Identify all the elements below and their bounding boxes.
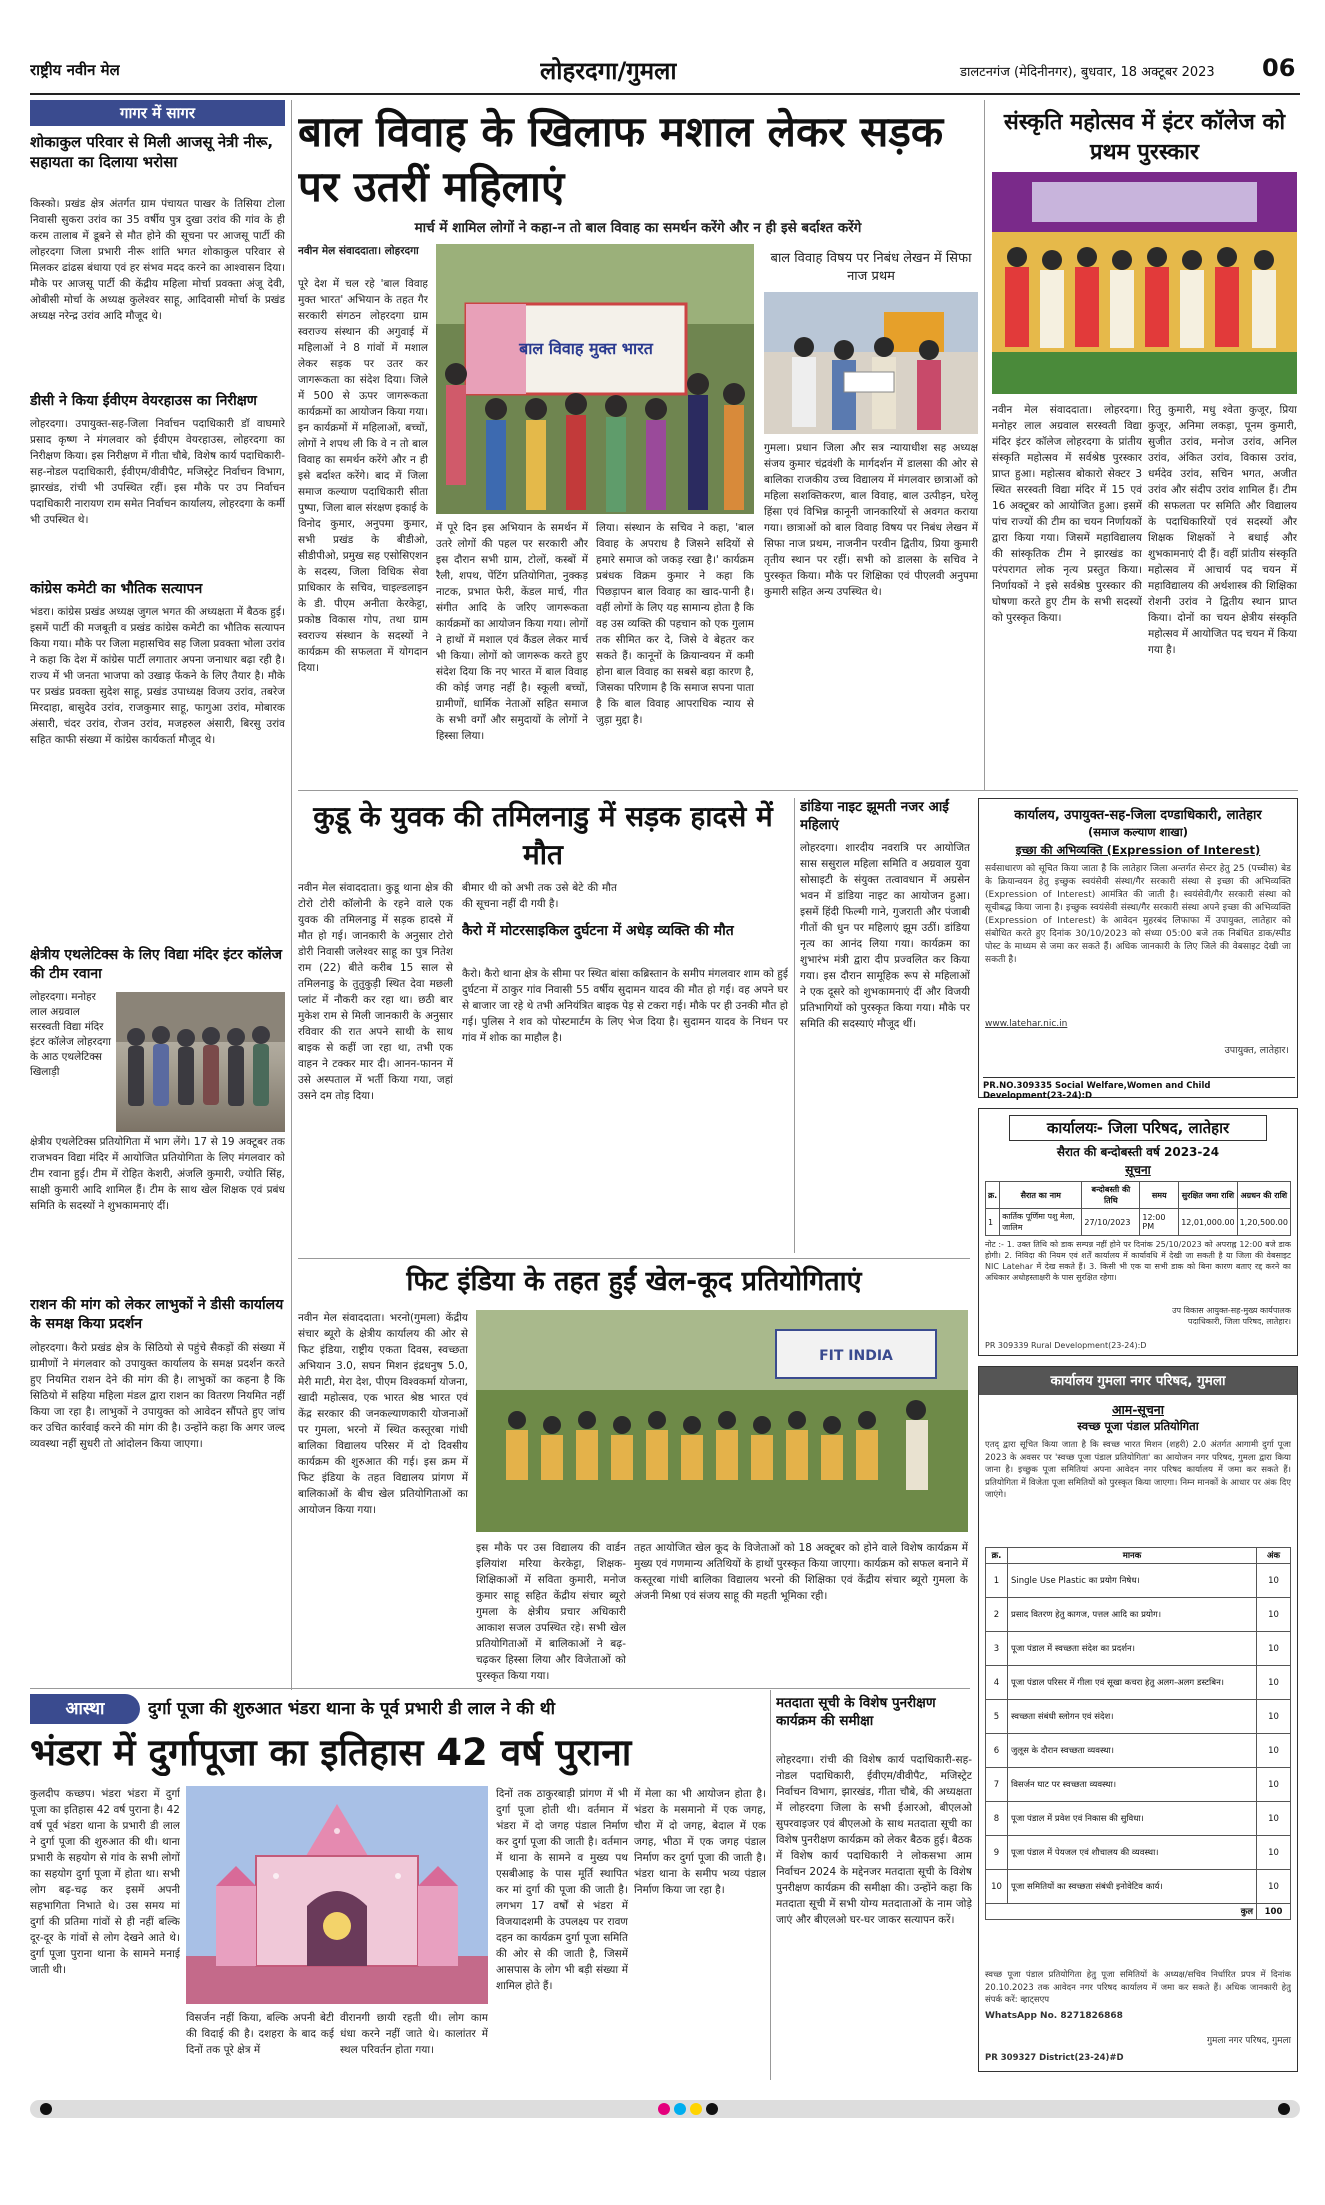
ad-signature: उप विकास आयुक्त-सह-मुख्य कार्यपालक पदाधिकारी, जिला परिषद, लातेहार। — [1172, 1306, 1291, 1326]
ad-pr-number: PR 309327 District(23-24)#D — [985, 2053, 1124, 2063]
table-cell: 7 — [986, 1768, 1008, 1802]
story-headline: डीसी ने किया ईवीएम वेयरहाउस का निरीक्षण — [30, 393, 257, 409]
story-body: किस्को। प्रखंड क्षेत्र अंतर्गत ग्राम पंचायत पाखर के तिसिया टोला निवासी सुकरा उरांव का 35 वर्षीय पुत्र दुखा उरांव की गांव के ही करम तालाब में डूबने से मौत होने की सूचना पर आजसू पार्टी की लोहरदगा जिला प्रभारी नीरू शांति भगत शोकाकुल परिवार से मिलकर ढांढस बंधाया एवं हर संभव मदद करने का आश्वासन दिया। मौके पर आजसू पार्टी की केंद्रीय महिला मोर्चा प्रवक्ता अंजू देवी, ओबीसी मोर्चा के अध्यक्ष कुलेश्वर साहू, आदिवासी मोर्चा के प्रखंड अध्यक्ष नरेन्द्र उरांव आदि मौजूद थे। — [30, 198, 285, 322]
table-cell: पूजा समितियों का स्वच्छता संबंधी इनोवेटिव कार्य। — [1008, 1870, 1257, 1904]
ad-signature: उपायुक्त, लातेहार। — [1224, 1045, 1289, 1056]
table-cell: पूजा पंडाल में पेयजल एवं शौचालय की व्यवस्था। — [1008, 1836, 1257, 1870]
table-cell: 5 — [986, 1700, 1008, 1734]
table-cell: Single Use Plastic का प्रयोग निषेध। — [1008, 1564, 1257, 1598]
astha-headline: भंडरा में दुर्गापूजा का इतिहास 42 वर्ष पुराना — [30, 1731, 632, 1774]
table-row — [986, 1564, 1291, 1598]
table-cell: 10 — [1257, 1870, 1291, 1904]
lead-byline: नवीन मेल संवाददाता। लोहरदगा — [298, 245, 419, 257]
astha-body-col4: दिनों तक ठाकुरबाड़ी प्रांगण में भी दुर्गा पूजा होती थी। वर्तमान में भंडरा में दो जगह पंडाल निर्माण कर दुर्गा पूजा की जाती है। वर्तमान में थाना के सामने व मुख्य पथ एसबीआइ के पास मूर्ति स्थापित कर मां दुर्गा की पूजा की जाती है। लगभग 17 वर्षों से भंडरा में विजयादशमी के उपलक्ष्य पर रावण दहन का कार्यक्रम दुर्गा पूजा समिति की ओर से की जाती है, जिसमें आसपास के लोग भी बड़ी संख्या में शामिल होते हैं। — [496, 1788, 628, 1992]
ad-pr-number: PR.NO.309335 Social Welfare,Women and Child Development(23-24):D — [983, 1077, 1295, 1101]
left-column — [30, 100, 285, 1690]
table-header: अंक — [1257, 1548, 1291, 1564]
ad-title: इच्छा की अभिव्यक्ति (Expression of Interest) — [1015, 843, 1261, 857]
fit-headline: फिट इंडिया के तहत हुईं खेल-कूद प्रतियोगिताएं — [406, 1266, 862, 1297]
rally-banner-text: बाल विवाह मुक्त भारत — [519, 339, 653, 358]
story-body: भंडरा। कांग्रेस प्रखंड अध्यक्ष जुगल भगत की अध्यक्षता में बैठक हुई। इसमें पार्टी की मजबूती व प्रखंड कांग्रेस कमेटी का भौतिक सत्यापन किया गया। मौके पर जिला महासचिव सह जिला प्रवक्ता भोला उरांव ने कहा कि देश में कांग्रेस पार्टी लगातार अपना जनाधार बढ़ा रही है। राज्य में भी जनता भाजपा को उखाड़ फेंकने के लिए तैयार है। मौके पर प्रखंड प्रवक्ता सुदेश साहू, प्रखंड उपाध्यक्ष विजय उरांव, तबरेज मिरदाहा, बासुदेव उरांव, राजकुमार साहू, फागुआ उरांव, मोबारक अंसारी, चंदर उरांव, रोजन उरांव, मजहरुल अंसारी, बिरसु उरांव सहित काफी संख्या में कांग्रेस कार्यकर्ता मौजूद थे। — [30, 606, 285, 746]
table-cell: 12,01,000.00 — [1179, 1209, 1237, 1236]
ad-whatsapp[interactable]: WhatsApp No. 8271826868 — [985, 2011, 1123, 2021]
table-row — [986, 1632, 1291, 1666]
table-cell: 10 — [1257, 1768, 1291, 1802]
table-header: सैरात का नाम — [1000, 1182, 1082, 1209]
dandiya-headline: डांडिया नाइट झूमती नजर आईं महिलाएं — [800, 799, 949, 833]
kudu-sub-body: कैरो। कैरो थाना क्षेत्र के सीमा पर स्थित बांसा कब्रिस्तान के समीप मंगलवार शाम को हुई दुर्घटना में ठाकुर गांव निवासी 55 वर्षीय सुदामन यादव की मौत हो गई। वह अपने घर से बाजार जा रहे थे तभी अनियंत्रित बाइक पेड़ से टकरा गई। मौके पर ही उनकी मौत हो गई। पुलिस ने शव को पोस्टमार्टम के लिए भेज दिया है। सुदामन यादव के निधन पर गांव में शोक का माहौल है। — [462, 968, 788, 1044]
ad-office: कार्यालय, उपायुक्त-सह-जिला दण्डाधिकारी, लातेहार — [1014, 808, 1262, 823]
table-cell: 100 — [1257, 1904, 1291, 1920]
table-cell: 10 — [1257, 1598, 1291, 1632]
section-title: लोहरदगा/गुमला — [540, 57, 677, 85]
story-headline: राशन की मांग को लेकर लाभुकों ने डीसी कार्यालय के समक्ष किया प्रदर्शन — [30, 1297, 284, 1332]
table-cell: 4 — [986, 1666, 1008, 1700]
fit-body-col1: नवीन मेल संवाददाता। भरनो(गुमला) केंद्रीय संचार ब्यूरो के क्षेत्रीय कार्यालय की ओर से फिट इंडिया, राष्ट्रीय एकता दिवस, स्वच्छता अभियान 3.0, सघन मिशन इंद्रधनुष 5.0, मेरी माटी, मेरा देश, पीएम विश्वकर्मा योजना, खादी महोत्सव, एक भारत श्रेष्ठ भारत एवं केंद्र सरकार की जनकल्याणकारी योजनाओं पर गुमला, भरनो में स्थित कस्तूरबा गांधी बालिका विद्यालय परिसर में दो दिवसीय कार्यक्रम की शुरुआत की गई। इस क्रम में फिट इंडिया के तहत विद्यालय प्रांगण में बालिकाओं के बीच खेल प्रतियोगिताओं का आयोजन किया गया। — [298, 1312, 468, 1516]
ad-gumla-nagar-parishad — [978, 1366, 1298, 2072]
culture-body-col1: नवीन मेल संवाददाता। लोहरदगा। मनोहर लाल अग्रवाल सरस्वती विद्या मंदिर इंटर कॉलेज लोहरदगा के प्रांतीय संस्कृति महोत्सव में सर्वश्रेष्ठ पुरस्कार प्राप्त हुआ। महोत्सव बोकारो सेक्टर 3 स्थित सरस्वती विद्या मंदिर में 15 एवं 16 अक्टूबर को आयोजित हुआ। इसमें पांच राज्यों की टीम का चयन निर्णायकों द्वारा किया गया। जिसमें महाविद्यालय की सांस्कृतिक टीम ने झारखंड का परंपरागत लोक नृत्य प्रस्तुत किया। निर्णायकों ने इसे सर्वश्रेष्ठ पुरस्कार की घोषणा करते हुए टीम के सभी सदस्यों को पुरस्कृत किया। — [992, 404, 1142, 624]
ad-expression-of-interest — [978, 798, 1298, 1101]
criteria-table — [985, 1547, 1291, 1920]
table-cell: विसर्जन घाट पर स्वच्छता व्यवस्था। — [1008, 1768, 1257, 1802]
culture-body-col2: रितु कुमारी, मधु श्वेता कुजूर, प्रिया कुजूर, अनिमा लकड़ा, पूनम कुमारी, सुजीत उरांव, मनोज उरांव, अनिल उरांव, अंकित उरांव, विकास उरांव, धर्मदेव उरांव, सचिन भगत, अजीत उरांव और संदीप उरांव शामिल हैं। टीम की सफलता पर समिति और विद्यालय के पदाधिकारियों एवं सदस्यों और शिक्षक शिक्षकों ने बधाई और शुभकामनाएं दी हैं। वहीं प्रांतीय संस्कृति महोत्सव में आचार्य पद चयन में महाविद्यालय की अर्थशास्त्र की शिक्षिका रोशनी उरांव ने द्वितीय स्थान प्राप्त किया। दोनों का चयन क्षेत्रीय संस्कृति महोत्सव में आयोजित पद चयन में किया गया है। — [1148, 404, 1297, 656]
story-headline: क्षेत्रीय एथलेटिक्स के लिए विद्या मंदिर इंटर कॉलेज की टीम रवाना — [30, 947, 283, 982]
kudu-body-col1: नवीन मेल संवाददाता। कुडू थाना क्षेत्र की टोरो टोरी कॉलोनी के रहने वाले एक युवक की तमिलनाडु में सड़क हादसे में मौत हो गई। जानकारी के अनुसार टोरो डोरी निवासी जलेश्वर साहू का पुत्र नितेश राम (22) बीते करीब 15 साल से तमिलनाडु के तुतुकुड़ी स्थित देवा मछली प्लांट में नौकरी कर रहा था। छठी बार मुकेश राम से मिली जानकारी के अनुसार रविवार की रात अपने साथी के साथ बाइक से कहीं जा रहा था, तभी एक वाहन ने टक्कर मार दी। आनन-फानन में उसे अस्पताल में भर्ती किया गया, जहां उसने दम तोड़ दिया। — [298, 882, 453, 1102]
table-header: क्र. — [986, 1548, 1008, 1564]
ad-zila-parishad — [978, 1108, 1298, 1356]
table-cell: 12:00 PM — [1140, 1209, 1179, 1236]
table-header-row — [986, 1182, 1291, 1209]
ad-website-link[interactable]: www.latehar.nic.in — [985, 1019, 1068, 1029]
table-cell: 6 — [986, 1734, 1008, 1768]
table-row — [986, 1870, 1291, 1904]
table-header: मानक — [1008, 1548, 1257, 1564]
ad-office: कार्यालयः- जिला परिषद, लातेहार — [1009, 1115, 1267, 1141]
story-body: लोहरदगा। उपायुक्त-सह-जिला निर्वाचन पदाधिकारी डॉ वाघमारे प्रसाद कृष्ण ने मंगलवार को ईवीएम वेयरहाउस, लोहरदगा का निरीक्षण किया। इस निरीक्षण में गीता चौबे, विशेष कार्य पदाधिकारी-सह-नोडल पदाधिकारी, ईवीएम/वीवीपैट, मजिस्ट्रेट निर्वाचन विभाग, झारखंड, रांची भी उपस्थित रहीं। इस मौके पर उप निर्वाचन पदाधिकारी नारायण राम समेत निर्वाचन कार्यालय, लोहरदगा के कर्मी भी उपस्थित थे। — [30, 418, 285, 526]
voter-body: लोहरदगा। रांची की विशेष कार्य पदाधिकारी-सह-नोडल पदाधिकारी, ईवीएम/वीवीपैट, मजिस्ट्रेट निर्वाचन विभाग, झारखंड, गीता चौबे, की अध्यक्षता में लोहरदगा जिला के सभी ईआरओ, बीएलओ सुपरवाइजर एवं बीएलओ के साथ मतदाता सूची का विशेष पुनरीक्षण कार्यक्रम को लेकर बैठक हुई। बैठक में विशेष कार्य पदाधिकारी ने लोकसभा आम निर्वाचन 2024 के मद्देनजर मतदाता सूची के विशेष पुनरीक्षण कार्यक्रम की समीक्षा की। उन्होंने कहा कि मतदाता सूची में सभी योग्य मतदाताओं के नाम जोड़े जाएं और बीएलओ घर-घर जाकर सत्यापन करें। — [776, 1754, 972, 1926]
table-header: अग्रधन की राशि — [1237, 1182, 1290, 1209]
table-cell: 10 — [1257, 1734, 1291, 1768]
lead-headline: बाल विवाह के खिलाफ मशाल लेकर सड़क पर उतरीं महिलाएं — [298, 107, 944, 211]
culture-photo — [992, 172, 1297, 394]
fit-india-photo — [476, 1310, 968, 1532]
table-header-row — [986, 1548, 1291, 1564]
table-cell: 27/10/2023 — [1082, 1209, 1140, 1236]
table-cell: जुलूस के दौरान स्वच्छता व्यवस्था। — [1008, 1734, 1257, 1768]
table-row — [986, 1666, 1291, 1700]
table-cell: प्रसाद वितरण हेतु कागज, पत्तल आदि का प्रयोग। — [1008, 1598, 1257, 1632]
table-header: सुरक्षित जमा राशि — [1179, 1182, 1237, 1209]
astha-subheadline: दुर्गा पूजा की शुरुआत भंडरा थाना के पूर्व प्रभारी डी लाल ने की थी — [148, 1699, 556, 1719]
dateline: डालटनगंज (मेदिनीनगर), बुधवार, 18 अक्टूबर 2023 — [960, 65, 1215, 80]
ad-subtitle: सूचना — [1125, 1163, 1151, 1177]
voter-headline: मतदाता सूची के विशेष पुनरीक्षण कार्यक्रम की समीक्षा — [776, 1695, 936, 1729]
table-cell: 10 — [1257, 1700, 1291, 1734]
astha-body-col3: वीरानगी छायी रहती थी। लोग काम धंधा करने नहीं जाते थे। कालांतर में स्थल परिवर्तन होता गया। — [340, 2012, 488, 2056]
table-row — [986, 1209, 1291, 1236]
table-cell: 10 — [1257, 1802, 1291, 1836]
ad-intro: एतद् द्वारा सूचित किया जाता है कि स्वच्छ भारत मिशन (शहरी) 2.0 अंतर्गत आगामी दुर्गा पूजा 2023 के अवसर पर 'स्वच्छ पूजा पंडाल प्रतियोगिता' का आयोजन नगर परिषद, गुमला द्वारा किया जाना है। इच्छुक पूजा समितियां अपना आवेदन नगर परिषद कार्यालय में जमा कर सकते हैं। प्रतियोगिता में विजेता पूजा समितियों को पुरस्कृत किया जाएगा। निम्न मानकों के आधार पर अंक दिए जाएंगे। — [985, 1440, 1291, 1500]
settlement-table — [985, 1181, 1291, 1236]
table-cell: 10 — [986, 1870, 1008, 1904]
ad-subtitle: स्वच्छ पूजा पंडाल प्रतियोगिता — [1077, 1419, 1199, 1433]
ad-signature: गुमला नगर परिषद, गुमला — [1206, 2036, 1291, 2046]
table-row — [986, 1598, 1291, 1632]
ad-dept: (समाज कल्याण शाखा) — [1088, 825, 1188, 839]
table-cell: पूजा पंडाल में स्वच्छता संदेश का प्रदर्शन। — [1008, 1632, 1257, 1666]
color-registration-marks — [30, 2100, 1300, 2118]
table-header: क्र. — [986, 1182, 1000, 1209]
table-cell: पूजा पंडाल में प्रवेश एवं निकास की सुविधा। — [1008, 1802, 1257, 1836]
lead-kicker: मार्च में शामिल लोगों ने कहा-न तो बाल विवाह का समर्थन करेंगे और न ही इसे बर्दाश्त करेंगे — [414, 220, 862, 236]
fit-body-col2: इस मौके पर उस विद्यालय की वार्डन इलियांश मरिया केरकेट्टा, शिक्षक-शिक्षिकाओं में सविता कुमारी, मनोज कुमार साहू सहित केंद्रीय संचार ब्यूरो गुमला के क्षेत्रीय प्रचार अधिकारी आकाश सजल उपस्थित रहे। सभी खेल प्रतियोगिताओं में बालिकाओं ने बढ़-चढ़कर हिस्सा लिया और विजेताओं को पुरस्कृत किया गया। — [476, 1542, 626, 1682]
table-cell: कार्तिक पूर्णिमा पशु मेला, जालिम — [1000, 1209, 1082, 1236]
table-cell: 8 — [986, 1802, 1008, 1836]
ad-outro: स्वच्छ पूजा पंडाल प्रतियोगिता हेतु पूजा समितियों के अध्यक्ष/सचिव निर्धारित प्रपत्र में दिनांक 20.10.2023 तक आवेदन नगर परिषद कार्यालय में जमा कर सकते हैं। अधिक जानकारी हेतु संपर्क करें: व्हाट्सएप — [985, 1970, 1291, 2005]
lead-rally-photo — [436, 244, 754, 514]
dandiya-body: लोहरदगा। शारदीय नवरात्रि पर आयोजित सास ससुराल महिला समिति व अग्रवाल युवा सोसाइटी के संयुक्त तत्वावधान में अग्रसेन भवन में डांडिया नाइट का आयोजन हुआ। इसमें हिंदी फिल्मी गाने, गुजराती और पंजाबी गीतों की धुन पर महिलाएं झूम उठीं। डांडिया नृत्य का आनंद लिया गया। कार्यक्रम का शुभारंभ मंत्री द्वारा दीप प्रज्वलित कर किया गया। इस दौरान सामूहिक रूप से महिलाओं ने एक दूसरे को शुभकामनाएं दीं और विजयी प्रतिभागियों को पुरस्कृत किया गया। मौके पर समिति की सदस्याएं मौजूद थीं। — [800, 842, 970, 1030]
masthead — [30, 52, 1300, 92]
table-header: बन्दोबस्ती की तिथि — [1082, 1182, 1140, 1209]
kudu-headline: कुडू के युवक की तमिलनाडु में सड़क हादसे में मौत — [313, 800, 773, 871]
astha-body-col2: विसर्जन नहीं किया, बल्कि अपनी बेटी की विदाई की है। दशहरा के बाद कई दिनों तक पूरे क्षेत्र में — [186, 2012, 334, 2056]
fit-body-col3: तहत आयोजित खेल कूद के विजेताओं को 18 अक्टूबर को होने वाले विशेष कार्यक्रम में मुख्य एवं गणमान्य अतिथियों के हाथों पुरस्कृत किया जाएगा। कार्यक्रम को सफल बनाने में कस्तूरबा गांधी बालिका विद्यालय भरनो की शिक्षिका एवं केंद्रीय संचार ब्यूरो गुमला के अंजनी मिश्रा एवं संजय साहू की महती भूमिका रही। — [634, 1542, 968, 1602]
page-number: 06 — [1262, 54, 1296, 82]
lead-body-col2: में पूरे दिन इस अभियान के समर्थन में उतरे लोगों की पहल पर सरकारी और इस दौरान सभी ग्राम, टोलों, कस्बों में रैली, शपथ, पेंटिंग प्रतियोगिता, नुक्कड़ नाटक, प्रभात फेरी, केंडल मार्च, गीत संगीत आदि के जरिए जागरूकता कार्यक्रमों का आयोजन किया गया। लोगों ने हाथों में मशाल एवं कैंडल लेकर मार्च भी किया। लोगों को जागरूक करते हुए संदेश दिया कि नए भारत में बाल विवाह की कोई जगह नहीं है। स्कूली बच्चों, ग्रामीणों, धार्मिक नेताओं सहित समाज के सभी वर्गों और समुदायों के लोगों ने हिस्सा लिया। — [436, 522, 588, 742]
table-cell: 2 — [986, 1598, 1008, 1632]
table-cell: 1 — [986, 1564, 1008, 1598]
astha-body-col5: में मेला का भी आयोजन होता है। भंडरा के मसमानो में एक जगह, चौरा में दो जगह, बेदाल में एक जगह, भीठा में एक जगह पंडाल निर्माण कर दुर्गा पूजा की जाती है। भंडरा थाना के समीप भव्य पंडाल निर्माण किया जा रहा है। — [634, 1788, 766, 1896]
astha-label: आस्था — [30, 1694, 140, 1724]
table-total-row — [986, 1904, 1291, 1920]
inset-title: बाल विवाह विषय पर निबंध लेखन में सिफा नाज प्रथम — [770, 251, 972, 284]
story-headline: शोकाकुल परिवार से मिली आजसू नेत्री नीरू, सहायता का दिलाया भरोसा — [30, 133, 274, 171]
inset-photo — [764, 292, 978, 434]
ad-office: कार्यालय गुमला नगर परिषद, गुमला — [979, 1367, 1297, 1395]
table-cell: 1 — [986, 1209, 1000, 1236]
story-headline: कांग्रेस कमेटी का भौतिक सत्यापन — [30, 581, 203, 597]
ad-title: आम-सूचना — [1111, 1402, 1164, 1417]
table-cell: पूजा पंडाल परिसर में गीला एवं सूखा कचरा हेतु अलग-अलग डस्टबिन। — [1008, 1666, 1257, 1700]
table-cell: 10 — [1257, 1632, 1291, 1666]
ad-body: सर्वसाधारण को सूचित किया जाता है कि लातेहार जिला अन्तर्गत सेन्टर हेतु 25 (पच्चीस) बेड के क्रियान्वयन हेतु इच्छुक स्वयंसेवी संस्था/गैर सरकारी संस्था से इच्छा की अभिव्यक्ति (Expression of Interest) आमंत्रित की जाती है। स्वयंसेवी/गैर सरकारी संस्था को सूचीबद्ध किया जाना है। इच्छुक स्वयंसेवी संस्था/गैर सरकारी संस्था अपने इच्छा की अभिव्यक्ति (Expression of Interest) के आवेदन मुहरबंद लिफाफा में उपायुक्त, लातेहार को संबोधित करते हुए दिनांक 30/10/2023 को संध्या 05:00 बजे तक निबंधित डाक/स्पीड पोस्ट के माध्यम से जमा कर सकते हैं। अधिक जानकारी के लिए जिले की वेबसाइट देखी जा सकती है। — [985, 864, 1291, 965]
table-row — [986, 1700, 1291, 1734]
table-row — [986, 1802, 1291, 1836]
lead-body-col3: लिया। संस्थान के सचिव ने कहा, 'बाल विवाह के अपराध है जिसने सदियों से हमारे समाज को जकड़ रखा है।' कार्यक्रम प्रबंधक विक्रम कुमार ने कहा कि पिछड़ापन बाल विवाह का खाद-पानी है। वहीं लोगों के लिए यह सामान्य होता है कि वह उस व्यक्ति की पहचान को एक गुलाम तक सीमित कर दे, जिसे वे बेहतर कर सकते हैं। कानूनों के क्रियान्वयन में कमी होना बाल विवाह का सबसे बड़ा कारण है, जिसका परिणाम है कि समाज सपना पाता है कि बाल विवाह आपराधिक न्याय से जुड़ा मुद्दा है। — [596, 522, 754, 726]
ad-title: सैरात की बन्दोबस्ती वर्ष 2023-24 — [1056, 1145, 1220, 1159]
story-body: क्षेत्रीय एथलेटिक्स प्रतियोगिता में भाग लेंगे। 17 से 19 अक्टूबर तक राजभवन विद्या मंदिर में आयोजित प्रतियोगिता के लिए मंगलवार को टीम रवाना हुई। टीम में रोहित केशरी, अंजलि कुमारी, ज्योति सिंह, साक्षी कुमारी आदि शामिल हैं। टीम के साथ खेल शिक्षक एवं प्रबंध समिति के सदस्यों ने शुभकामनाएं दीं। — [30, 1136, 285, 1212]
table-cell: स्वच्छता संबंधी स्लोगन एवं संदेश। — [1008, 1700, 1257, 1734]
section-banner: गागर में सागर — [30, 100, 285, 126]
table-row — [986, 1768, 1291, 1802]
table-cell: 9 — [986, 1836, 1008, 1870]
table-row — [986, 1836, 1291, 1870]
astha-body-col1: कुलदीप कच्छप। भंडरा भंडरा में दुर्गा पूजा का इतिहास 42 वर्ष पुराना है। 42 वर्ष पूर्व भंडरा थाना के प्रभारी डी लाल ने दुर्गा पूजा की शुरुआत की थी। थाना प्रभारी के सहयोग से गांव के सभी लोगों का सहयोग दुर्गा पूजा में होता था। सभी लोग बढ़-चढ़ कर इसमें अपनी सहभागिता निभाते थे। उस समय मां दुर्गा की प्रतिमा गांवों से ही नहीं बल्कि दूर-दूर के गांवों से लोग देखने आते थे। दुर्गा पूजा पुराना थाना के सामने मनाई जाती थी। — [30, 1788, 180, 1976]
ad-pr-number: PR 309339 Rural Development(23-24):D — [985, 1341, 1147, 1350]
pandal-photo — [186, 1786, 488, 2004]
table-cell: 10 — [1257, 1836, 1291, 1870]
table-cell: 10 — [1257, 1564, 1291, 1598]
table-cell: कुल — [986, 1904, 1257, 1920]
table-cell: 10 — [1257, 1666, 1291, 1700]
culture-headline: संस्कृति महोत्सव में इंटर कॉलेज को प्रथम पुरस्कार — [1003, 110, 1286, 165]
table-row — [986, 1734, 1291, 1768]
table-header: समय — [1140, 1182, 1179, 1209]
table-cell: 3 — [986, 1632, 1008, 1666]
athletes-photo — [116, 992, 285, 1132]
brand-logo: राष्ट्रीय नवीन मेल — [30, 61, 120, 79]
kudu-subheadline: कैरो में मोटरसाइकिल दुर्घटना में अधेड़ व्यक्ति की मौत — [462, 923, 734, 939]
lead-body-col1: पूरे देश में चल रहे 'बाल विवाह मुक्त भारत' अभियान के तहत गैर सरकारी संगठन लोहरदगा ग्राम स्वराज्य संस्थान की अगुवाई में महिलाओं ने 8 गांवों में मशाल लेकर सड़क पर उतर कर जागरूकता का संदेश दिया। जिले में 500 से ऊपर जागरूकता कार्यक्रमों का आयोजन किया गया। इन कार्यक्रमों में महिलाओं, बच्चों, लोगों ने शपथ ली कि वे न तो बाल विवाह का समर्थन करेंगे और न ही इसे बर्दाश्त करेंगे। बाद में जिला समाज कल्याण पदाधिकारी सीता पुष्पा, जिला बाल संरक्षण इकाई के विनोद कुमार, अनुपमा कुमार, सभी प्रखंड के बीडीओ, सीडीपीओ, प्रमुख सह एसोसिएशन के सदस्य, जिला विधिक सेवा प्राधिकार के सचिव, चाइल्डलाइन के डी. पीएम अनीता केरकेट्टा, प्रकोष्ठ विकास गोप, तथा ग्राम स्वराज्य संस्थान के सदस्यों ने कार्यक्रम की सफलता में योगदान दिया। — [298, 278, 428, 674]
story-body: लोहरदगा। मनोहर लाल अग्रवाल सरस्वती विद्या मंदिर इंटर कॉलेज लोहरदगा के आठ एथलेटिक्स खिलाड़ी — [30, 991, 112, 1078]
story-body: लोहरदगा। कैरो प्रखंड क्षेत्र के सिठियो से पहुंचे सैकड़ों की संख्या में ग्रामीणों ने मंगलवार को उपायुक्त कार्यालय के समक्ष प्रदर्शन करते हुए नियमित राशन देने की मांग की है। लाभुकों का कहना है कि सिठियो में सहिया महिला मंडल द्वारा राशन का वितरण नियमित नहीं किया जा रहा है। लाभुकों ने उपायुक्त को आवेदन सौंपते हुए जांच कर उचित कार्रवाई करने की मांग की है। उन्होंने कहा कि अगर जल्द व्यवस्था नहीं सुधरी तो आंदोलन किया जाएगा। — [30, 1342, 285, 1450]
kudu-body-col2: बीमार थी को अभी तक उसे बेटे की मौत की सूचना नहीं दी गयी है। — [462, 882, 617, 910]
ad-note: नोट :- 1. उक्त तिथि को डाक सम्पन्न नहीं होने पर दिनांक 25/10/2023 को अपराह्न 12:00 बजे डाक होगी। 2. निविदा की नियम एवं शर्तें कार्यालय में कार्यावधि में देखी जा सकती है या जिला की वेबसाइट NIC Latehar में देख सकते हैं। 3. किसी भी एक या सभी डाक को बिना कारण बताए रद्द करने का अधिकार अधोहस्ताक्षरी के पास सुरक्षित रहेगा। — [985, 1240, 1291, 1282]
fit-banner-text: FIT INDIA — [819, 1348, 893, 1364]
table-cell: 1,20,500.00 — [1237, 1209, 1290, 1236]
inset-body: गुमला। प्रधान जिला और सत्र न्यायाधीश सह अध्यक्ष संजय कुमार चंद्रवंशी के मार्गदर्शन में डालसा की ओर से बालिका राजकीय उच्च विद्यालय में मंगलवार छात्राओं को महिला सशक्तिकरण, बाल विवाह, बाल उत्पीड़न, घरेलू हिंसा एवं विभिन्न कानूनी जानकारियों से अवगत कराया गया। छात्राओं को बाल विवाह विषय पर निबंध लेखन में सिफा नाज प्रथम, नाजनीन परवीन द्वितीय, प्रिया कुमारी तृतीय स्थान पर रहीं। सभी को डालसा के सचिव ने पुरस्कृत किया। मौके पर शिक्षिका एवं पीएलवी अनुपमा कुमारी सहित अन्य उपस्थित थे। — [764, 442, 978, 598]
